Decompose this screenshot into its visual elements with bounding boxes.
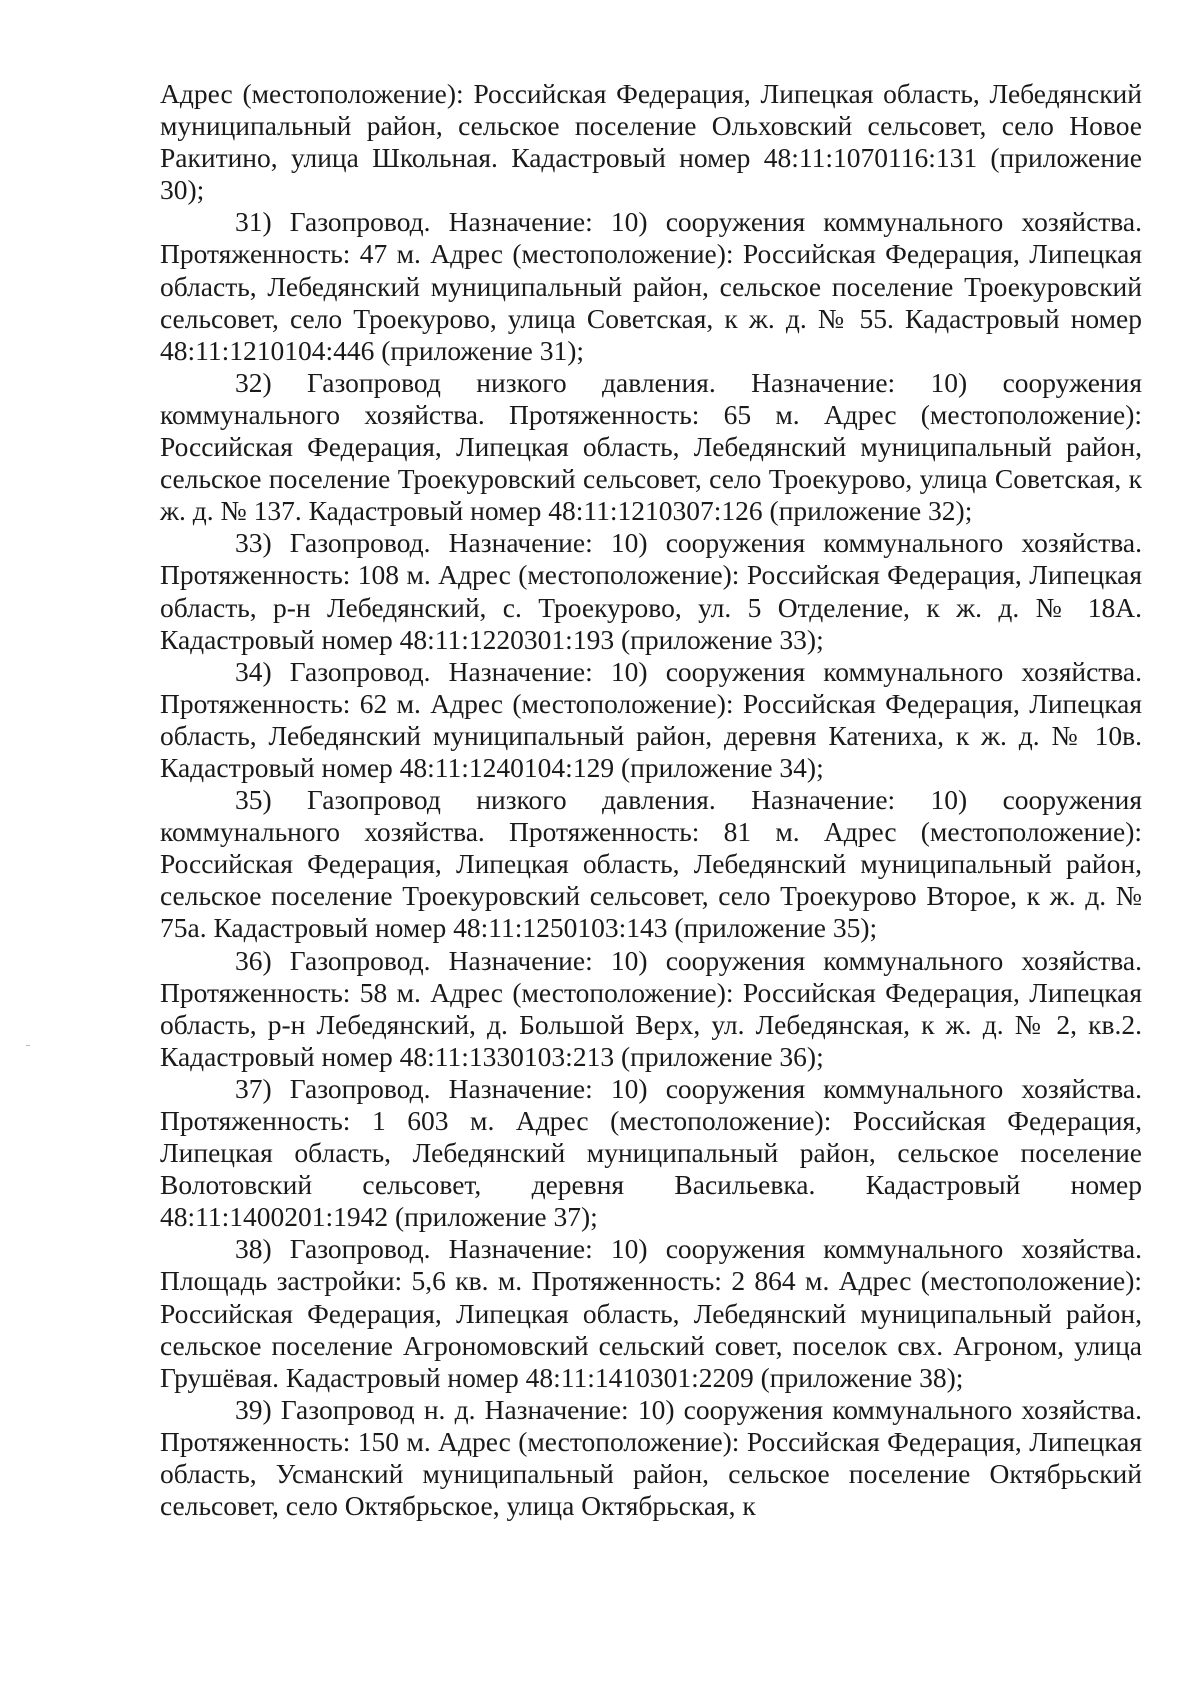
paragraph-30-continued: Адрес (местоположение): Российская Федерация, Липецкая область, Лебедянский муниципальный район, сельское поселение Ольховский сельсовет, село Новое Ракитино, улица Школьная. Кадастровый номер 48:11:1070116:131 (приложение 30); xyxy=(160,78,1142,206)
paragraph-item-32: 32) Газопровод низкого давления. Назначение: 10) сооружения коммунального хозяйства. Протяженность: 65 м. Адрес (местоположение): Российская Федерация, Липецкая область, Лебедянский муниципальный район, сельское поселение Троекуровский сельсовет, село Троекурово, улица Советская, к ж. д. № 137. Кадастровый номер 48:11:1210307:126 (приложение 32); xyxy=(160,366,1142,527)
paragraph-item-38: 38) Газопровод. Назначение: 10) сооружения коммунального хозяйства. Площадь застройки: 5,6 кв. м. Протяженность: 2 864 м. Адрес (местоположение): Российская Федерация, Липецкая область, Лебедянский муниципальный район, сельское поселение Агрономовский сельский совет, поселок свх. Агроном, улица Грушёвая. Кадастровый номер 48:11:1410301:2209 (приложение 38); xyxy=(160,1233,1142,1393)
scan-artifact xyxy=(26,1045,30,1046)
paragraph-item-36: 36) Газопровод. Назначение: 10) сооружения коммунального хозяйства. Протяженность: 58 м. Адрес (местоположение): Российская Федерация, Липецкая область, р-н Лебедянский, д. Большой Верх, ул. Лебедянская, к ж. д. № 2, кв.2. Кадастровый номер 48:11:1330103:213 (приложение 36); xyxy=(160,944,1142,1072)
paragraph-item-39: 39) Газопровод н. д. Назначение: 10) сооружения коммунального хозяйства. Протяженность: 150 м. Адрес (местоположение): Российская Федерация, Липецкая область, Усманский муниципальный район, сельское поселение Октябрьский сельсовет, село Октябрьское, улица Октябрьская, к xyxy=(160,1393,1142,1522)
paragraph-item-37: 37) Газопровод. Назначение: 10) сооружения коммунального хозяйства. Протяженность: 1 603 м. Адрес (местоположение): Российская Федерация, Липецкая область, Лебедянский муниципальный район, сельское поселение Волотовский сельсовет, деревня Васильевка. Кадастровый номер 48:11:1400201:1942 (приложение 37); xyxy=(160,1072,1142,1233)
paragraph-item-33: 33) Газопровод. Назначение: 10) сооружения коммунального хозяйства. Протяженность: 108 м. Адрес (местоположение): Российская Федерация, Липецкая область, р-н Лебедянский, с. Троекурово, ул. 5 Отделение, к ж. д. № 18А. Кадастровый номер 48:11:1220301:193 (приложение 33); xyxy=(160,527,1142,655)
paragraph-item-34: 34) Газопровод. Назначение: 10) сооружения коммунального хозяйства. Протяженность: 62 м. Адрес (местоположение): Российская Федерация, Липецкая область, Лебедянский муниципальный район, деревня Катениха, к ж. д. № 10в. Кадастровый номер 48:11:1240104:129 (приложение 34); xyxy=(160,655,1142,783)
paragraph-item-35: 35) Газопровод низкого давления. Назначение: 10) сооружения коммунального хозяйства. Протяженность: 81 м. Адрес (местоположение): Российская Федерация, Липецкая область, Лебедянский муниципальный район, сельское поселение Троекуровский сельсовет, село Троекурово Второе, к ж. д. № 75а. Кадастровый номер 48:11:1250103:143 (приложение 35); xyxy=(160,784,1142,944)
paragraph-item-31: 31) Газопровод. Назначение: 10) сооружения коммунального хозяйства. Протяженность: 47 м. Адрес (местоположение): Российская Федерация, Липецкая область, Лебедянский муниципальный район, сельское поселение Троекуровский сельсовет, село Троекурово, улица Советская, к ж. д. № 55. Кадастровый номер 48:11:1210104:446 (приложение 31); xyxy=(160,206,1142,366)
document-body xyxy=(160,78,1142,1522)
